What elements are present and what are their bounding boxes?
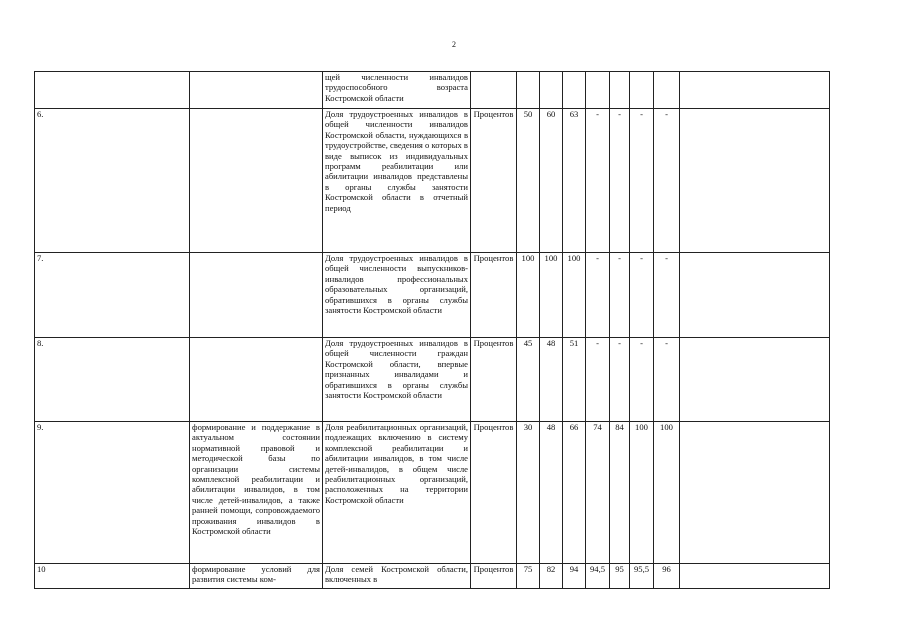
row-number-cell: 7. bbox=[35, 253, 190, 338]
unit-cell: Процентов bbox=[471, 253, 517, 338]
table-row bbox=[35, 72, 830, 109]
value-cell bbox=[654, 72, 680, 109]
table-row bbox=[35, 564, 830, 589]
value-cell: - bbox=[630, 109, 654, 253]
unit-cell bbox=[471, 72, 517, 109]
value-cell: - bbox=[630, 338, 654, 422]
indicator-cell: Доля трудоустроенных инвалидов в общей численности выпускников-инвалидов профессиональных образовательных организаций, обратившихся в органы службы занятости Костромской области bbox=[323, 253, 471, 338]
value-cell: 30 bbox=[517, 422, 540, 564]
table-row bbox=[35, 109, 830, 253]
extra-cell bbox=[680, 338, 830, 422]
value-cell: 95,5 bbox=[630, 564, 654, 589]
value-cell: 100 bbox=[517, 253, 540, 338]
task-cell: формирование и поддержание в актуальном состоянии нормативной правовой и методической базы по организации системы комплексной реабилитации и абилитации инвалидов, в том числе детей-инвалидов, а также ранней помощи, сопровождаемого проживания инвалидов в Костромской области bbox=[190, 422, 323, 564]
unit-cell: Процентов bbox=[471, 564, 517, 589]
row-number-cell: 9. bbox=[35, 422, 190, 564]
value-cell: 60 bbox=[540, 109, 563, 253]
table-row bbox=[35, 338, 830, 422]
indicators-table bbox=[34, 71, 830, 589]
value-cell: 45 bbox=[517, 338, 540, 422]
table-row bbox=[35, 422, 830, 564]
row-number-cell: 10 bbox=[35, 564, 190, 589]
indicator-cell: щей численности инвалидов трудоспособного возраста Костромской области bbox=[323, 72, 471, 109]
value-cell: 75 bbox=[517, 564, 540, 589]
extra-cell bbox=[680, 253, 830, 338]
row-number-cell bbox=[35, 72, 190, 109]
unit-cell: Процентов bbox=[471, 109, 517, 253]
value-cell: 48 bbox=[540, 338, 563, 422]
task-cell bbox=[190, 338, 323, 422]
value-cell: 100 bbox=[630, 422, 654, 564]
task-cell bbox=[190, 72, 323, 109]
value-cell: 66 bbox=[563, 422, 586, 564]
indicator-cell: Доля реабилитационных организаций, подлежащих включению в систему комплексной реабилитации и абилитации инвалидов, в том числе детей-инвалидов, в общем числе реабилитационных организаций, расположенных на территории Костромской области bbox=[323, 422, 471, 564]
value-cell: - bbox=[586, 109, 610, 253]
row-number-cell: 6. bbox=[35, 109, 190, 253]
value-cell bbox=[630, 72, 654, 109]
value-cell: 96 bbox=[654, 564, 680, 589]
value-cell: - bbox=[586, 338, 610, 422]
row-number-cell: 8. bbox=[35, 338, 190, 422]
value-cell: 94 bbox=[563, 564, 586, 589]
unit-cell: Процентов bbox=[471, 422, 517, 564]
value-cell: 100 bbox=[540, 253, 563, 338]
value-cell: - bbox=[654, 338, 680, 422]
value-cell: 63 bbox=[563, 109, 586, 253]
value-cell: 50 bbox=[517, 109, 540, 253]
indicator-cell: Доля трудоустроенных инвалидов в общей численности инвалидов Костромской области, нуждающихся в трудоустройстве, сведения о которых в виде выписок из индивидуальных программ реабилитации или абилитации инвалидов представлены в органы службы занятости Костромской области в отчетный период bbox=[323, 109, 471, 253]
extra-cell bbox=[680, 72, 830, 109]
value-cell bbox=[517, 72, 540, 109]
value-cell bbox=[586, 72, 610, 109]
value-cell bbox=[563, 72, 586, 109]
indicator-cell: Доля трудоустроенных инвалидов в общей численности граждан Костромской области, впервые признанных инвалидами и обратившихся в органы службы занятости Костромской области bbox=[323, 338, 471, 422]
value-cell: - bbox=[630, 253, 654, 338]
value-cell: 82 bbox=[540, 564, 563, 589]
task-cell bbox=[190, 253, 323, 338]
indicator-cell: Доля семей Костромской области, включенных в bbox=[323, 564, 471, 589]
unit-cell: Процентов bbox=[471, 338, 517, 422]
value-cell: 100 bbox=[563, 253, 586, 338]
value-cell: - bbox=[654, 109, 680, 253]
value-cell bbox=[540, 72, 563, 109]
value-cell: - bbox=[610, 253, 630, 338]
value-cell: 74 bbox=[586, 422, 610, 564]
value-cell: 95 bbox=[610, 564, 630, 589]
page-number: 2 bbox=[452, 40, 456, 49]
extra-cell bbox=[680, 422, 830, 564]
value-cell: 51 bbox=[563, 338, 586, 422]
value-cell: 48 bbox=[540, 422, 563, 564]
value-cell: - bbox=[610, 109, 630, 253]
value-cell: - bbox=[654, 253, 680, 338]
task-cell bbox=[190, 109, 323, 253]
extra-cell bbox=[680, 109, 830, 253]
value-cell: - bbox=[610, 338, 630, 422]
value-cell bbox=[610, 72, 630, 109]
value-cell: 84 bbox=[610, 422, 630, 564]
table-row bbox=[35, 253, 830, 338]
task-cell: формирование условий для развития системы ком- bbox=[190, 564, 323, 589]
value-cell: 94,5 bbox=[586, 564, 610, 589]
extra-cell bbox=[680, 564, 830, 589]
value-cell: - bbox=[586, 253, 610, 338]
value-cell: 100 bbox=[654, 422, 680, 564]
